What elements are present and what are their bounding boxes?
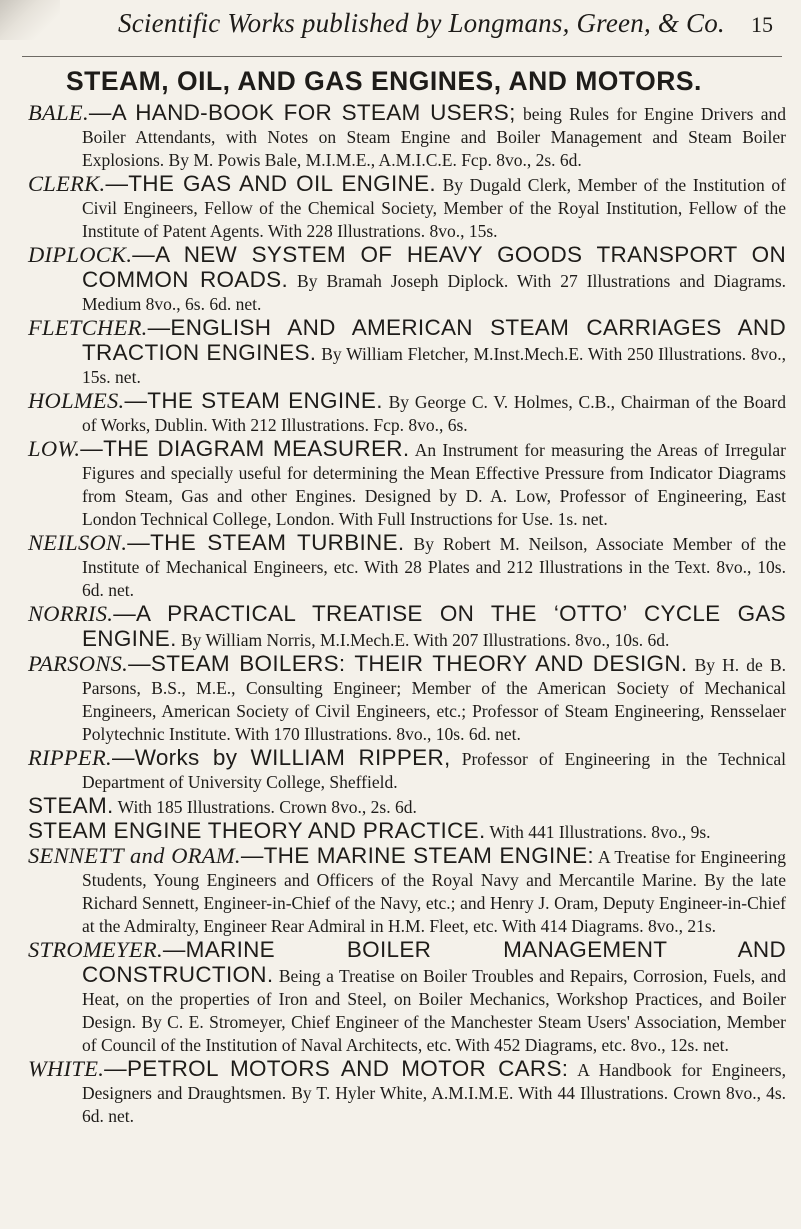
running-head: Scientific Works published by Longmans, Green, & Co.	[118, 8, 725, 38]
entry-title: —MARINE BOILER MANAGEMENT AND CONSTRUCTION.	[82, 937, 786, 987]
catalogue-entry	[28, 602, 786, 652]
entry-author: RIPPER.	[28, 745, 112, 770]
entry-body: With 185 Illustrations. Crown 8vo., 2s. 6d.	[113, 797, 417, 817]
entry-title: —ENGLISH AND AMERICAN STEAM CARRIAGES AND TRACTION ENGINES.	[82, 315, 786, 365]
section-title: STEAM, OIL, AND GAS ENGINES, AND MOTORS.	[66, 66, 702, 96]
entry-title: —Works by WILLIAM RIPPER,	[111, 745, 451, 770]
entry-list	[28, 101, 786, 1128]
catalogue-entry	[28, 101, 786, 172]
entry-author: DIPLOCK.	[28, 242, 133, 267]
entry-author: NEILSON.	[28, 530, 128, 555]
catalogue-entry	[28, 938, 786, 1057]
catalogue-entry	[28, 389, 786, 437]
entry-body: A Treatise for Engineering Students, Young Engineers and Officers of the Royal Navy and Mercantile Marine. By the late Richard Sennett, Engineer-in-Chief of the Navy, etc.; and Henry J. Oram, Deputy Engineer-in-Chief at the Admiralty, Engineer Rear Admiral in H.M. Fleet, etc. With 414 Diagrams. 8vo., 21s.	[82, 847, 787, 936]
catalogue-entry	[28, 531, 786, 602]
header-rule	[22, 56, 782, 57]
catalogue-entry	[28, 1057, 786, 1128]
entry-author: PARSONS.	[28, 651, 129, 676]
entry-title: —STEAM BOILERS: THEIR THEORY AND DESIGN.	[128, 651, 688, 676]
entry-title: —THE STEAM TURBINE.	[127, 530, 405, 555]
catalogue-entry	[28, 243, 786, 316]
entry-author: SENNETT and ORAM.	[28, 843, 241, 868]
catalogue-entry	[28, 172, 786, 243]
entry-author: STROMEYER.	[28, 937, 163, 962]
entry-author: FLETCHER.	[28, 315, 148, 340]
entry-body: By William Norris, M.I.Mech.E. With 207 Illustrations. 8vo., 10s. 6d.	[176, 630, 670, 650]
entry-title: —THE GAS AND OIL ENGINE.	[105, 171, 436, 196]
entry-author: WHITE.	[28, 1056, 105, 1081]
entry-body: With 441 Illustrations. 8vo., 9s.	[485, 822, 711, 842]
catalogue-entry	[28, 794, 786, 819]
entry-author: CLERK.	[28, 171, 106, 196]
entry-author: HOLMES.	[28, 388, 125, 413]
entry-body: By Robert M. Neilson, Associate Member of the Institute of Mechanical Engineers, etc. With 28 Plates and 212 Illustrations in the Text. 8vo., 10s. 6d. net.	[82, 534, 786, 600]
entry-author: NORRIS.	[28, 601, 114, 626]
page-corner-shadow	[0, 0, 60, 40]
entry-body: Professor of Engineering in the Technical Department of University College, Sheffield.	[82, 749, 786, 792]
page-number: 15	[751, 12, 773, 37]
catalogue-entry	[28, 316, 786, 389]
entry-title: STEAM ENGINE THEORY AND PRACTICE.	[28, 818, 486, 843]
entry-body: A Handbook for Engineers, Designers and Draughtsmen. By T. Hyler White, A.M.I.M.E. With 44 Illustrations. Crown 8vo., 4s. 6d. net.	[82, 1060, 786, 1126]
entry-title: —THE DIAGRAM MEASURER.	[80, 436, 410, 461]
entry-title: —THE STEAM ENGINE.	[124, 388, 383, 413]
entry-body: By William Fletcher, M.Inst.Mech.E. With 250 Illustrations. 8vo., 15s. net.	[82, 344, 787, 387]
catalogue-entry	[28, 844, 786, 938]
catalogue-entry	[28, 437, 786, 531]
catalogue-entry	[28, 746, 786, 794]
entry-title: STEAM.	[28, 793, 114, 818]
entry-body: being Rules for Engine Drivers and Boiler Attendants, with Notes on Steam Engine and Boiler Management and Steam Boiler Explosions. By M. Powis Bale, M.I.M.E., A.M.I.C.E. Fcp. 8vo., 2s. 6d.	[82, 104, 786, 170]
entry-body: An Instrument for measuring the Areas of Irregular Figures and specially useful for determining the Mean Effective Pressure from Indicator Diagrams from Steam, Gas and other Engines. Designed by D. A. Low, Professor of Engineering, East London Technical College, London. With Full Instructions for Use. 1s. net.	[82, 440, 786, 529]
entry-title: —A PRACTICAL TREATISE ON THE ‘OTTO’ CYCLE GAS ENGINE.	[82, 601, 786, 651]
entry-body: By George C. V. Holmes, C.B., Chairman of the Board of Works, Dublin. With 212 Illustrations. Fcp. 8vo., 6s.	[82, 392, 786, 435]
entry-title: —A HAND-BOOK FOR STEAM USERS;	[88, 100, 516, 125]
entry-title: —A NEW SYSTEM OF HEAVY GOODS TRANSPORT ON COMMON ROADS.	[82, 242, 786, 292]
entry-body: By Dugald Clerk, Member of the Institution of Civil Engineers, Fellow of the Chemical Society, Member of the Royal Institution, Fellow of the Institute of Patent Agents. With 228 Illustrations. 8vo., 15s.	[82, 175, 786, 241]
entry-title: —THE MARINE STEAM ENGINE:	[240, 843, 594, 868]
entry-body: By H. de B. Parsons, B.S., M.E., Consulting Engineer; Member of the American Society of Mechanical Engineers, American Society of Civil Engineers, etc.; Professor of Steam Engineering, Rensselaer Polytechnic Institute. With 170 Illustrations. 8vo., 10s. 6d. net.	[82, 655, 787, 744]
catalogue-entry	[28, 819, 786, 844]
entry-body: By Bramah Joseph Diplock. With 27 Illustrations and Diagrams. Medium 8vo., 6s. 6d. net.	[82, 271, 786, 314]
entry-title: —PETROL MOTORS AND MOTOR CARS:	[104, 1056, 569, 1081]
entry-author: LOW.	[28, 436, 81, 461]
catalogue-entry	[28, 652, 786, 746]
entry-author: BALE.	[28, 100, 89, 125]
entry-body: Being a Treatise on Boiler Troubles and Repairs, Corrosion, Fuels, and Heat, on the properties of Iron and Steel, on Boiler Mechanics, Workshop Practices, and Boiler Design. By C. E. Stromeyer, Chief Engineer of the Manchester Steam Users' Association, Member of Council of the Institution of Naval Architects, etc. With 452 Diagrams, etc. 8vo., 12s. net.	[82, 966, 786, 1055]
